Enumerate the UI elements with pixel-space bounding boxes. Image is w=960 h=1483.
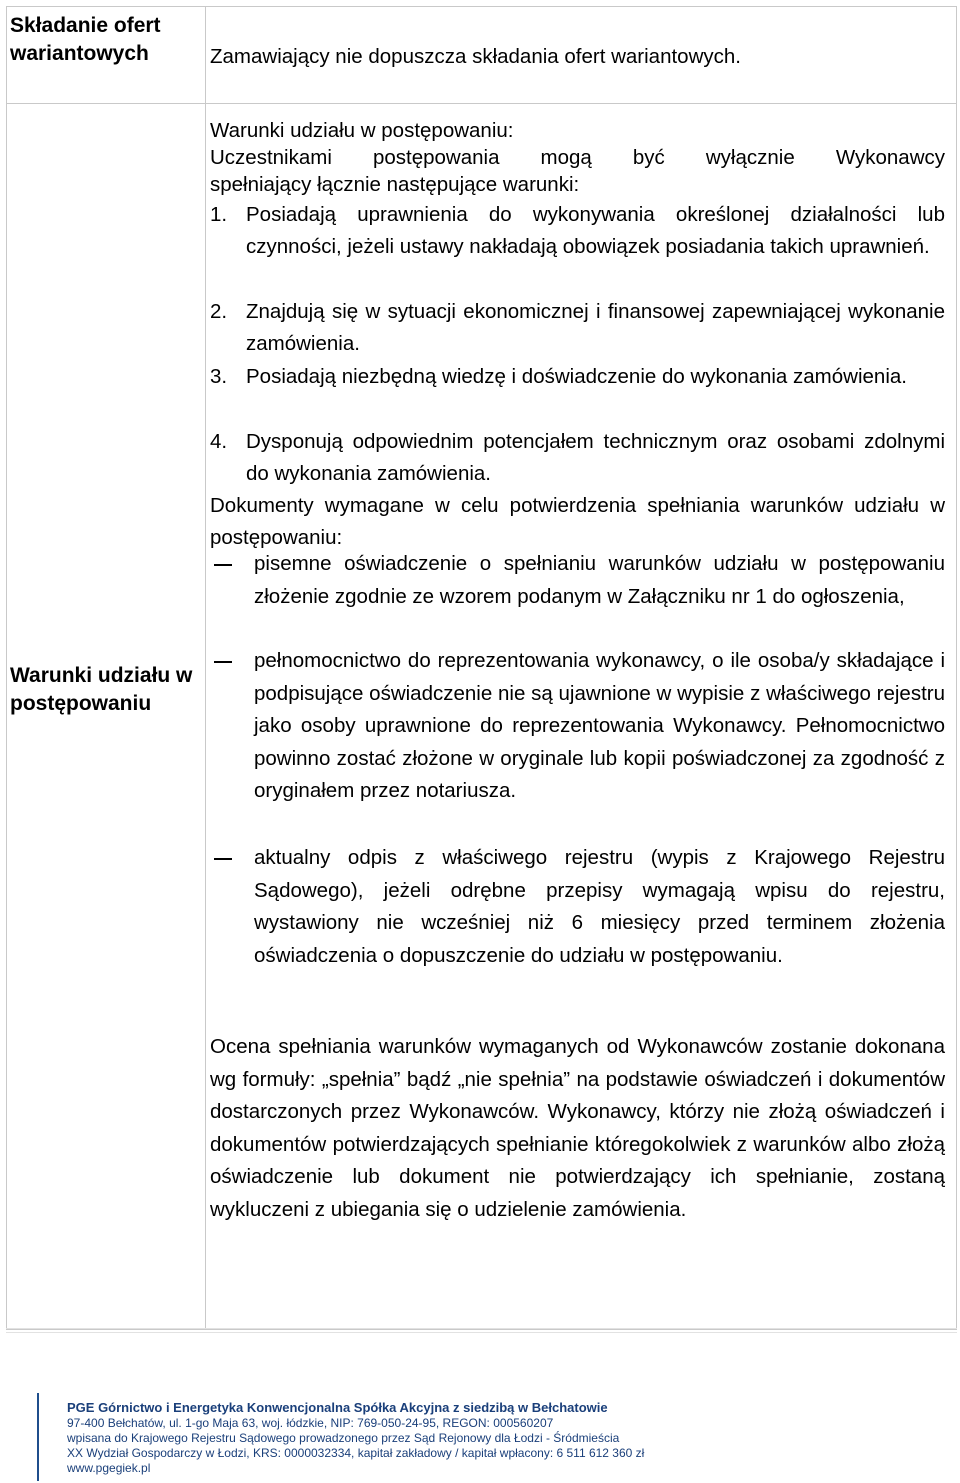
conditions-intro-line1: Uczestnikami postępowania mogą być wyłącznie Wykonawcy [210,146,945,169]
condition-item [210,361,945,393]
dash-bullet-icon [214,858,232,860]
footer-company-name: PGE Górnictwo i Energetyka Konwencjonalna Spółka Akcyjna z siedzibą w Bełchatowie [67,1400,608,1415]
footer-accent-bar [37,1393,39,1481]
row-label-variant-offers: Składanie ofert wariantowych [10,14,161,65]
condition-text: Posiadają niezbędną wiedzę i doświadczenie do wykonania zamówienia. [246,365,907,388]
row-label-participation-conditions: Warunki udziału w postępowaniu [10,664,193,715]
footer-court: XX Wydział Gospodarczy w Łodzi, KRS: 0000032334, kapitał zakładowy / kapitał wpłacony: 6 511 612 360 zł [67,1446,645,1460]
condition-number: 4. [210,430,228,453]
document-bullet-text: pisemne oświadczenie o spełnianiu warunków udziału w postępowaniu złożenie zgodnie ze wzorem podanym w Załączniku nr 1 do ogłoszenia, [254,552,945,608]
dash-bullet-icon [214,661,232,663]
dash-bullet-icon [214,564,232,566]
column-divider [205,7,206,1329]
condition-text: Dysponują odpowiednim potencjałem technicznym oraz osobami zdolnymi do wykonania zamówienia. [246,430,945,485]
document-bullet [210,548,945,613]
conditions-intro-line2: spełniający łącznie następujące warunki: [210,173,580,196]
document-bullet [210,645,945,808]
documents-intro: Dokumenty wymagane w celu potwierdzenia spełniania warunków udziału w postępowaniu: [210,494,945,549]
footer-website-link[interactable]: www.pgegiek.pl [67,1461,151,1475]
condition-number: 2. [210,300,228,323]
document-bullet-text: aktualny odpis z właściwego rejestru (wypis z Krajowego Rejestru Sądowego), jeżeli odrębne przepisy wymagają wpisu do rejestru, wystawiony nie wcześniej niż 6 miesięcy przed terminem złożenia oświadczenia o dopuszczenie do udziału w postępowaniu. [254,846,945,967]
assessment-text: Ocena spełniania warunków wymaganych od Wykonawców zostanie dokonana wg formuły: „spełnia” bądź „nie spełnia” na podstawie oświadczeń i dokumentów dostarczonych przez Wykonawców. Wykonawcy, którzy nie złożą oświadczeń i dokumentów potwierdzających spełnianie któregokolwiek z warunków albo złożą oświadczenie lub dokument nie potwierdzający ich spełnianie, zostaną wykluczeni z ubiegania się o udzielenie zamówienia. [210,1035,945,1221]
condition-text: Znajdują się w sytuacji ekonomicznej i finansowej zapewniającej wykonanie zamówienia. [246,300,945,355]
conditions-intro [210,117,945,198]
footer-register: wpisana do Krajowego Rejestru Sądowego prowadzonego przez Sąd Rejonowy dla Łodzi - Śródmieścia [67,1431,620,1445]
conditions-intro-title: Warunki udziału w postępowaniu: [210,119,514,142]
condition-number: 3. [210,365,228,388]
condition-number: 1. [210,203,228,226]
table-bottom-border [6,1328,957,1333]
row-divider [7,103,956,104]
condition-item [210,199,945,263]
condition-item [210,296,945,360]
document-bullet [210,842,945,972]
document-bullet-text: pełnomocnictwo do reprezentowania wykonawcy, o ile osoba/y składające i podpisujące oświadczenie nie są ujawnione w wypisie z właściwego rejestru jako osoby uprawnione do reprezentowania Wykonawcy. Pełnomocnictwo powinno zostać złożone w oryginale lub kopii poświadczonej za zgodność z oryginałem przez notariusza. [254,649,945,802]
footer-address: 97-400 Bełchatów, ul. 1-go Maja 63, woj. łódzkie, NIP: 769-050-24-95, REGON: 000560207 [67,1416,554,1430]
condition-item [210,426,945,490]
variant-offers-text: Zamawiający nie dopuszcza składania ofert wariantowych. [210,45,741,68]
condition-text: Posiadają uprawnienia do wykonywania określonej działalności lub czynności, jeżeli ustawy nakładają obowiązek posiadania takich uprawnień. [246,203,945,258]
